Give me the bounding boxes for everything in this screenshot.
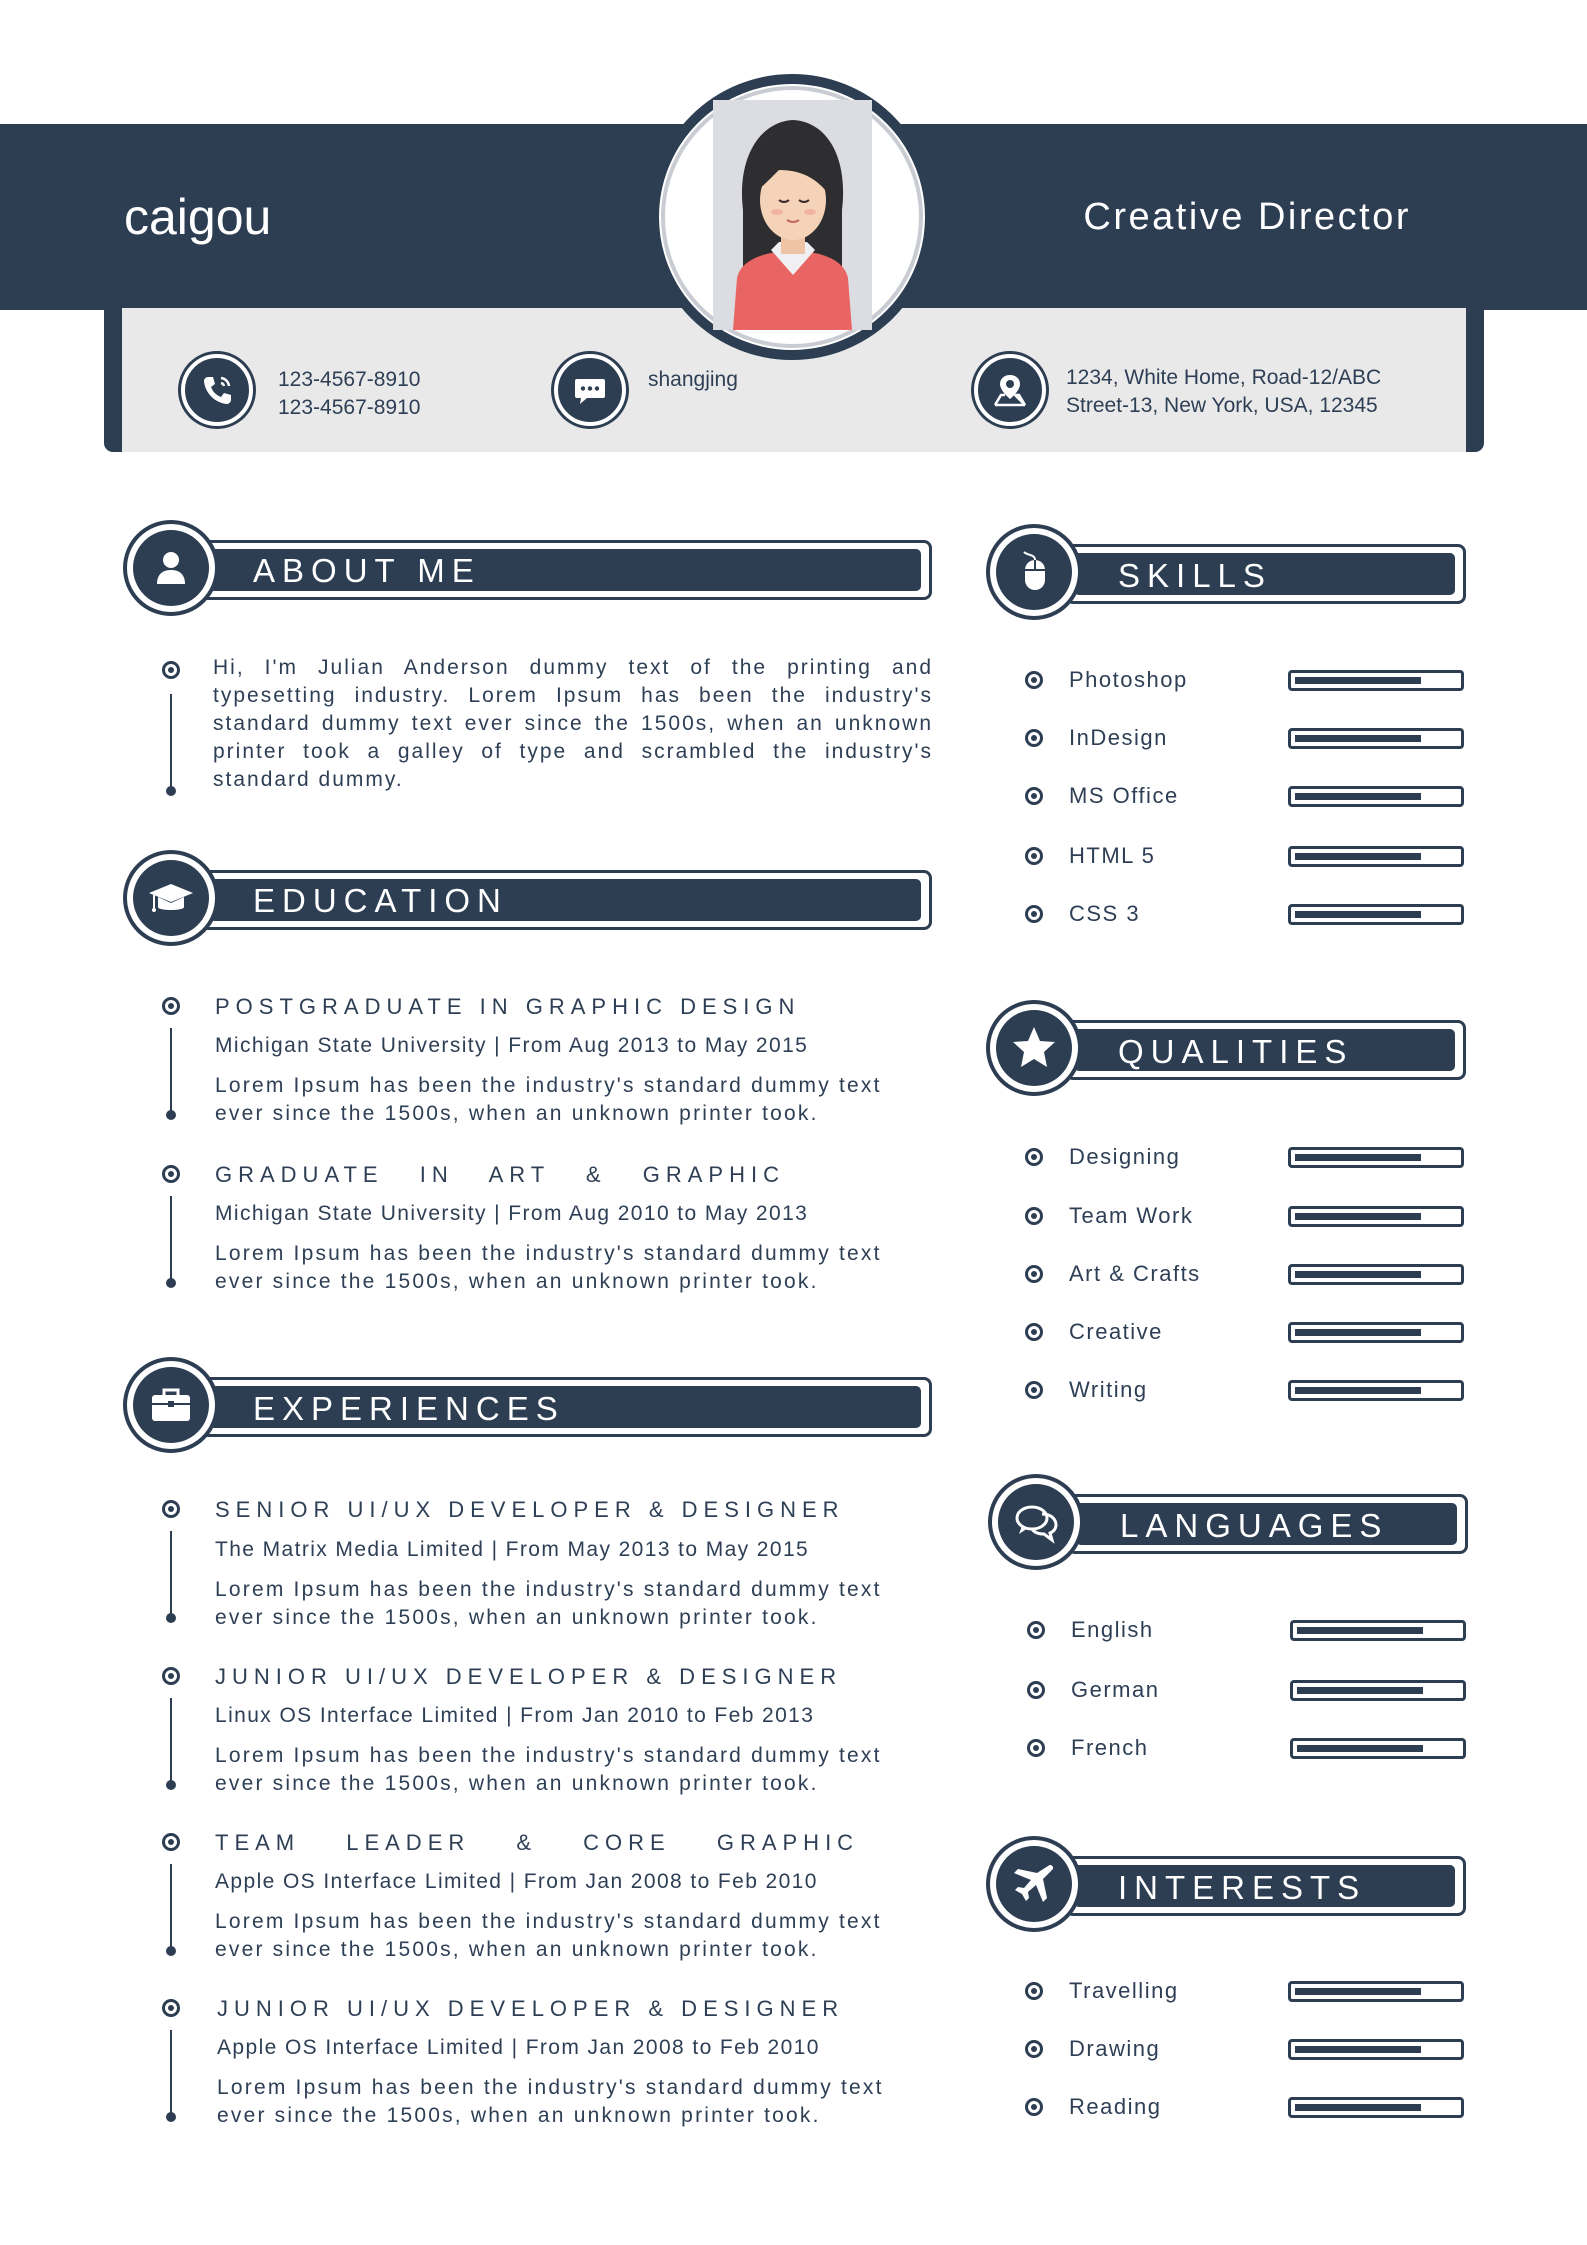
quality-bullet — [1025, 1323, 1043, 1341]
experience-timeline-3 — [170, 1864, 172, 1952]
interest-level-bar — [1288, 2039, 1464, 2060]
language-level-bar — [1290, 1620, 1466, 1641]
skill-bullet — [1025, 787, 1043, 805]
skill-level-fill — [1295, 911, 1421, 918]
quality-level-bar — [1288, 1147, 1464, 1168]
phone-number-2: 123-4567-8910 — [278, 396, 421, 419]
experience-timeline-end-3 — [166, 1946, 176, 1956]
education-heading: EDUCATION — [253, 882, 508, 919]
skill-level-fill — [1295, 853, 1421, 860]
address — [1066, 364, 1381, 420]
skill-label: HTML 5 — [1069, 843, 1156, 868]
about-heading: ABOUT ME — [253, 552, 481, 589]
languages-icon-badge — [988, 1474, 1084, 1570]
language-label: English — [1071, 1617, 1154, 1642]
experience-desc-4-line-1: Lorem Ipsum has been the industry's standard dummy text — [217, 2076, 884, 2099]
education-timeline-2 — [170, 1196, 172, 1284]
experience-timeline-end-2 — [166, 1780, 176, 1790]
experience-desc-4 — [217, 2074, 884, 2130]
interest-level-bar — [1288, 1981, 1464, 2002]
quality-level-bar — [1288, 1380, 1464, 1401]
language-level-fill — [1297, 1687, 1423, 1694]
education-desc-2-line-1: Lorem Ipsum has been the industry's standard dummy text — [215, 1242, 882, 1265]
about-timeline — [170, 694, 172, 792]
skill-level-bar — [1288, 728, 1464, 749]
languages-heading: LANGUAGES — [1120, 1507, 1389, 1544]
briefcase-icon — [133, 1367, 209, 1443]
qualities-heading: QUALITIES — [1118, 1033, 1354, 1070]
interest-label: Drawing — [1069, 2036, 1161, 2061]
quality-level-bar — [1288, 1206, 1464, 1227]
skill-label: Photoshop — [1069, 667, 1188, 692]
experience-desc-2-line-1: Lorem Ipsum has been the industry's standard dummy text — [215, 1744, 882, 1767]
experience-bullet-3 — [162, 1833, 180, 1851]
quality-bullet — [1025, 1265, 1043, 1283]
language-bullet — [1027, 1681, 1045, 1699]
quality-level-fill — [1295, 1271, 1421, 1278]
skill-label: CSS 3 — [1069, 901, 1141, 926]
quality-label: Art & Crafts — [1069, 1261, 1201, 1286]
experience-title-3: TEAM LEADER & CORE GRAPHIC — [215, 1830, 860, 1855]
skill-bullet — [1025, 671, 1043, 689]
experience-desc-3 — [215, 1908, 882, 1964]
experience-title-4: JUNIOR UI/UX DEVELOPER & DESIGNER — [217, 1996, 845, 2021]
experience-title-2: JUNIOR UI/UX DEVELOPER & DESIGNER — [215, 1664, 843, 1689]
experience-timeline-1 — [170, 1531, 172, 1619]
location-icon — [974, 354, 1046, 426]
experience-company-3: Apple OS Interface Limited | From Jan 2008 to Feb 2010 — [215, 1870, 818, 1893]
experience-timeline-end-4 — [166, 2112, 176, 2122]
experience-desc-2-line-2: ever since the 1500s, when an unknown printer took. — [215, 1772, 819, 1795]
interests-icon-badge — [986, 1836, 1082, 1932]
avatar — [713, 100, 872, 330]
graduation-cap-icon — [133, 860, 209, 936]
chat-bubbles-icon — [998, 1484, 1074, 1560]
education-icon-badge — [123, 850, 219, 946]
experience-bullet-1 — [162, 1500, 180, 1518]
candidate-name: caigou — [124, 189, 272, 245]
quality-bullet — [1025, 1381, 1043, 1399]
interest-bullet — [1025, 2098, 1043, 2116]
skill-level-bar — [1288, 904, 1464, 925]
experience-desc-2 — [215, 1742, 882, 1798]
about-bullet — [162, 661, 180, 679]
experience-desc-1-line-1: Lorem Ipsum has been the industry's standard dummy text — [215, 1578, 882, 1601]
experience-desc-4-line-2: ever since the 1500s, when an unknown printer took. — [217, 2104, 821, 2127]
experience-title-1: SENIOR UI/UX DEVELOPER & DESIGNER — [215, 1497, 845, 1522]
language-bullet — [1027, 1739, 1045, 1757]
education-desc-2-line-2: ever since the 1500s, when an unknown printer took. — [215, 1270, 819, 1293]
language-level-fill — [1297, 1627, 1423, 1634]
mouse-icon — [996, 534, 1072, 610]
education-title-1: POSTGRADUATE IN GRAPHIC DESIGN — [215, 994, 801, 1019]
quality-level-fill — [1295, 1213, 1421, 1220]
experience-desc-1 — [215, 1576, 882, 1632]
education-desc-1 — [215, 1072, 882, 1128]
language-level-bar — [1290, 1738, 1466, 1759]
quality-level-fill — [1295, 1387, 1421, 1394]
skills-heading: SKILLS — [1118, 557, 1272, 594]
quality-level-fill — [1295, 1329, 1421, 1336]
skill-bullet — [1025, 729, 1043, 747]
skill-level-bar — [1288, 670, 1464, 691]
experience-desc-1-line-2: ever since the 1500s, when an unknown printer took. — [215, 1606, 819, 1629]
interest-level-fill — [1295, 2046, 1421, 2053]
skills-icon-badge — [986, 524, 1082, 620]
interests-heading: INTERESTS — [1118, 1869, 1367, 1906]
quality-bullet — [1025, 1148, 1043, 1166]
about-timeline-end — [166, 786, 176, 796]
phone-number-1: 123-4567-8910 — [278, 368, 421, 391]
education-timeline-end-1 — [166, 1110, 176, 1120]
language-level-bar — [1290, 1680, 1466, 1701]
about-icon-badge — [123, 520, 219, 616]
skill-level-bar — [1288, 846, 1464, 867]
job-title: Creative Director — [1083, 196, 1411, 238]
user-icon — [133, 530, 209, 606]
education-desc-1-line-2: ever since the 1500s, when an unknown printer took. — [215, 1102, 819, 1125]
education-desc-1-line-1: Lorem Ipsum has been the industry's standard dummy text — [215, 1074, 882, 1097]
education-bullet-2 — [162, 1165, 180, 1183]
experience-bullet-4 — [162, 1999, 180, 2017]
quality-level-bar — [1288, 1322, 1464, 1343]
interest-level-fill — [1295, 2104, 1421, 2111]
phone-numbers — [278, 366, 420, 422]
phone-icon — [181, 354, 253, 426]
skill-label: InDesign — [1069, 725, 1168, 750]
skill-level-fill — [1295, 677, 1421, 684]
address-line-1: 1234, White Home, Road-12/ABC — [1066, 366, 1382, 389]
language-label: German — [1071, 1677, 1160, 1702]
quality-bullet — [1025, 1207, 1043, 1225]
experiences-heading: EXPERIENCES — [253, 1390, 565, 1427]
language-level-fill — [1297, 1745, 1423, 1752]
experience-desc-3-line-2: ever since the 1500s, when an unknown printer took. — [215, 1938, 819, 1961]
experience-desc-3-line-1: Lorem Ipsum has been the industry's standard dummy text — [215, 1910, 882, 1933]
skill-bullet — [1025, 905, 1043, 923]
quality-label: Team Work — [1069, 1203, 1194, 1228]
qualities-icon-badge — [986, 1000, 1082, 1096]
skill-level-bar — [1288, 786, 1464, 807]
experience-company-1: The Matrix Media Limited | From May 2013 to May 2015 — [215, 1538, 810, 1561]
language-bullet — [1027, 1621, 1045, 1639]
skill-level-fill — [1295, 793, 1421, 800]
interest-level-fill — [1295, 1988, 1421, 1995]
star-icon — [996, 1010, 1072, 1086]
education-institution-2: Michigan State University | From Aug 2010 to May 2013 — [215, 1202, 809, 1225]
interest-bullet — [1025, 2040, 1043, 2058]
education-timeline-1 — [170, 1028, 172, 1116]
education-timeline-end-2 — [166, 1278, 176, 1288]
address-line-2: Street-13, New York, USA, 12345 — [1066, 394, 1378, 417]
airplane-icon — [996, 1846, 1072, 1922]
experiences-icon-badge — [123, 1357, 219, 1453]
experience-timeline-end-1 — [166, 1613, 176, 1623]
quality-label: Writing — [1069, 1377, 1148, 1402]
quality-level-fill — [1295, 1154, 1421, 1161]
education-title-2: GRADUATE IN ART & GRAPHIC — [215, 1162, 785, 1187]
experience-timeline-2 — [170, 1698, 172, 1786]
interest-bullet — [1025, 1982, 1043, 2000]
experience-company-2: Linux OS Interface Limited | From Jan 2010 to Feb 2013 — [215, 1704, 815, 1727]
quality-label: Creative — [1069, 1319, 1163, 1344]
interest-label: Reading — [1069, 2094, 1162, 2119]
quality-label: Designing — [1069, 1144, 1181, 1169]
skill-label: MS Office — [1069, 783, 1179, 808]
message-icon — [554, 354, 626, 426]
skill-bullet — [1025, 847, 1043, 865]
education-institution-1: Michigan State University | From Aug 2013 to May 2015 — [215, 1034, 809, 1057]
about-text: Hi, I'm Julian Anderson dummy text of the printing and typesetting industry. Lorem Ipsum has been the industry's standard dummy text ever since the 1500s, when an unknown printer took a galley of type and scrambled the industry's standard dummy. — [213, 656, 933, 791]
experience-company-4: Apple OS Interface Limited | From Jan 2008 to Feb 2010 — [217, 2036, 820, 2059]
interest-level-bar — [1288, 2097, 1464, 2118]
interest-label: Travelling — [1069, 1978, 1179, 2003]
experience-bullet-2 — [162, 1667, 180, 1685]
experience-timeline-4 — [170, 2030, 172, 2118]
skill-level-fill — [1295, 735, 1421, 742]
education-desc-2 — [215, 1240, 882, 1296]
education-bullet-1 — [162, 997, 180, 1015]
message-handle: shangjing — [648, 368, 738, 391]
language-label: French — [1071, 1735, 1149, 1760]
quality-level-bar — [1288, 1264, 1464, 1285]
